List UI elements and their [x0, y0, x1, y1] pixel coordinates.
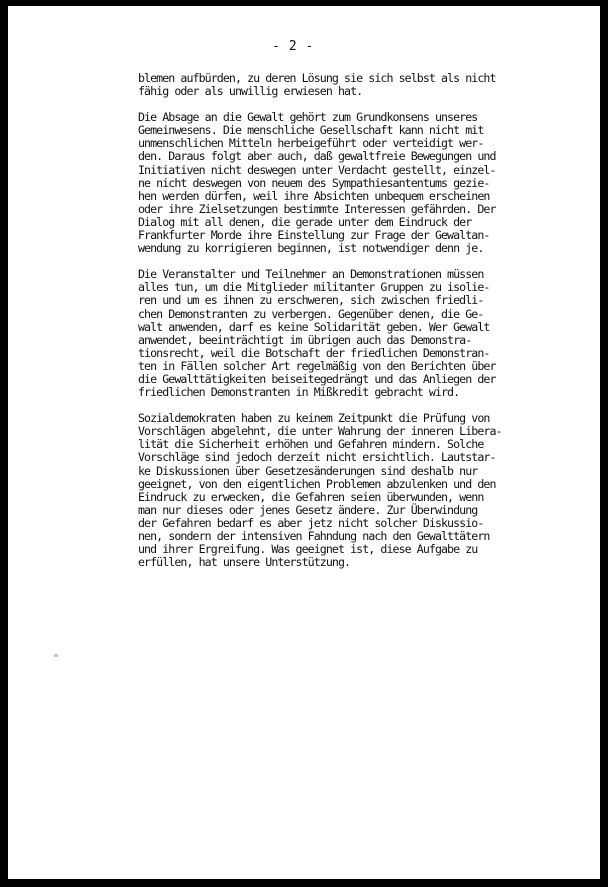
- text-line: chen Demonstranten zu verbergen. Gegenüber denen, die Ge-: [138, 306, 484, 321]
- text-line: Die Absage an die Gewalt gehört zum Grundkonsens unseres: [138, 110, 478, 125]
- text-line: erfüllen, hat unsere Unterstützung.: [138, 555, 351, 570]
- text-line: friedlichen Demonstranten in Mißkredit gebracht wird.: [138, 385, 460, 400]
- text-line: nen, sondern der intensiven Fahndung nach den Gewalttätern: [138, 529, 490, 543]
- text-line: blemen aufbürden, zu deren Lösung sie sich selbst als nicht: [138, 71, 496, 85]
- paragraph-1: [138, 72, 578, 98]
- text-line: ne nicht deswegen von neuem des Sympathiesantentums gezie-: [138, 175, 490, 190]
- text-line: oder ihre Zielsetzungen bestimmte Interessen gefährden. Der: [138, 201, 496, 216]
- text-line: der Gefahren bedarf es aber jetz nicht solcher Diskussio-: [138, 515, 484, 530]
- text-line: lität die Sicherheit erhöhen und Gefahren mindern. Solche: [138, 437, 484, 452]
- text-line: man nur dieses oder jenes Gesetz ändere. Zur Überwindung: [138, 502, 478, 517]
- text-line: Dialog mit all denen, die gerade unter dem Eindruck der: [138, 214, 472, 229]
- text-line: Vorschläge sind jedoch derzeit nicht ersichtlich. Lautstar-: [138, 450, 496, 465]
- text-line: alles tun, um die Mitglieder militanter Gruppen zu isolie-: [138, 280, 490, 295]
- text-line: ke Diskussionen über Gesetzesänderungen sind deshalb nur: [138, 463, 478, 478]
- text-line: walt anwenden, darf es keine Solidarität geben. Wer Gewalt: [138, 319, 490, 334]
- text-line: ten in Fällen solcher Art regelmäßig von den Berichten über: [138, 358, 496, 373]
- text-line: den. Daraus folgt aber auch, daß gewaltfreie Bewegungen und: [138, 149, 496, 164]
- body-text: [138, 72, 578, 582]
- text-line: Gemeinwesens. Die menschliche Gesellschaft kann nicht mit: [138, 123, 484, 138]
- page-number: - 2 -: [272, 39, 314, 54]
- text-line: Sozialdemokraten haben zu keinem Zeitpunkt die Prüfung von: [138, 411, 490, 426]
- text-line: Die Veranstalter und Teilnehmer an Demonstrationen müssen: [138, 267, 484, 282]
- paragraph-2: [138, 111, 578, 255]
- text-line: und ihrer Ergreifung. Was geeignet ist, diese Aufgabe zu: [138, 542, 478, 557]
- paragraph-4: [138, 412, 578, 569]
- text-line: wendung zu korrigieren beginnen, ist notwendiger denn je.: [138, 241, 484, 256]
- text-line: Frankfurter Morde ihre Einstellung zur Frage der Gewaltan-: [138, 228, 490, 243]
- document-page: [8, 6, 600, 879]
- text-line: hen werden dürfen, weil ihre Absichten unbequem erscheinen: [138, 188, 490, 203]
- text-line: unmenschlichen Mitteln herbeigeführt oder verteidigt wer-: [138, 136, 484, 151]
- text-line: ren und um es ihnen zu erschweren, sich zwischen friedli-: [138, 293, 484, 308]
- text-line: geeignet, von den eigentlichen Problemen abzulenken und den: [138, 476, 496, 491]
- text-line: Vorschlägen abgelehnt, die unter Wahrung der inneren Libera-: [138, 424, 502, 439]
- text-line: tionsrecht, weil die Botschaft der friedlichen Demonstran-: [138, 345, 490, 360]
- paragraph-3: [138, 268, 578, 399]
- text-line: die Gewalttätigkeiten beiseitegedrängt und das Anliegen der: [138, 371, 496, 386]
- text-line: Initiativen nicht deswegen unter Verdacht gestellt, einzel-: [138, 162, 496, 177]
- text-line: fähig oder als unwillig erwiesen hat.: [138, 84, 363, 99]
- text-line: Eindruck zu erwecken, die Gefahren seien überwunden, wenn: [138, 489, 484, 504]
- text-line: anwendet, beeinträchtigt im übrigen auch das Demonstra-: [138, 332, 472, 347]
- scan-speck: [54, 654, 58, 657]
